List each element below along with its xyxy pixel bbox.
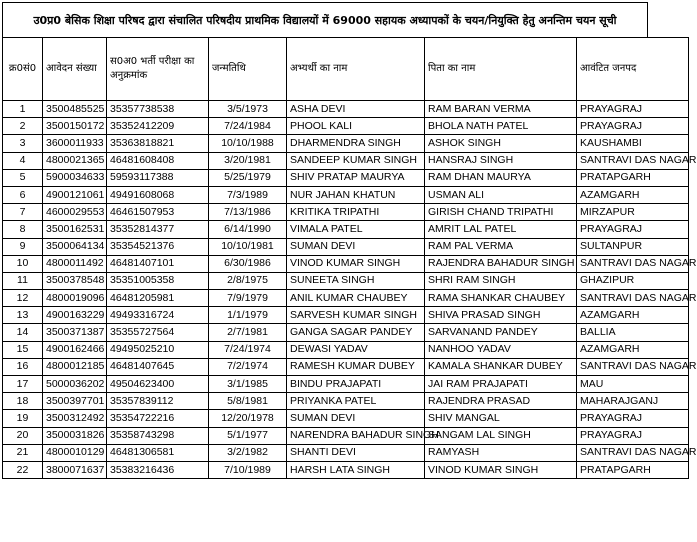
selection-table: [2, 37, 697, 479]
cell-sno: 3: [3, 135, 43, 152]
cell-app-no: 4800012185: [43, 358, 107, 375]
cell-father-name: RAJENDRA PRASAD: [425, 393, 577, 410]
cell-father-name: JAI RAM PRAJAPATI: [425, 376, 577, 393]
cell-app-no: 3500312492: [43, 410, 107, 427]
cell-district: KAUSHAMBI: [577, 135, 689, 152]
cell-sno: 7: [3, 204, 43, 221]
cell-dob: 7/3/1989: [209, 186, 287, 203]
cell-roll-no: 46481407645: [107, 358, 209, 375]
table-row: [3, 290, 689, 307]
cell-district: AZAMGARH: [577, 341, 689, 358]
cell-father-name: VINOD KUMAR SINGH: [425, 461, 577, 478]
cell-app-no: 4900163229: [43, 307, 107, 324]
cell-district: PRAYAGRAJ: [577, 101, 689, 118]
cell-sno: 11: [3, 272, 43, 289]
cell-district: SANTRAVI DAS NAGAR: [577, 358, 689, 375]
cell-app-no: 3500150172: [43, 118, 107, 135]
cell-app-no: 3500371387: [43, 324, 107, 341]
cell-app-no: 4800021365: [43, 152, 107, 169]
table-row: [3, 221, 689, 238]
table-row: [3, 135, 689, 152]
cell-sno: 13: [3, 307, 43, 324]
cell-app-no: 4800011492: [43, 255, 107, 272]
table-row: [3, 186, 689, 203]
cell-sno: 1: [3, 101, 43, 118]
cell-dob: 10/10/1981: [209, 238, 287, 255]
cell-father-name: ASHOK SINGH: [425, 135, 577, 152]
cell-dob: 7/9/1979: [209, 290, 287, 307]
cell-sno: 22: [3, 461, 43, 478]
cell-app-no: 3500397701: [43, 393, 107, 410]
cell-dob: 6/30/1986: [209, 255, 287, 272]
cell-sno: 19: [3, 410, 43, 427]
cell-district: PRATAPGARH: [577, 461, 689, 478]
cell-roll-no: 49504623400: [107, 376, 209, 393]
cell-candidate-name: SANDEEP KUMAR SINGH: [287, 152, 425, 169]
cell-candidate-name: NUR JAHAN KHATUN: [287, 186, 425, 203]
cell-roll-no: 35357839112: [107, 393, 209, 410]
cell-roll-no: 49493316724: [107, 307, 209, 324]
table-body: [3, 101, 697, 479]
cell-app-no: 3500064134: [43, 238, 107, 255]
header-app-no: आवेदन संख्या: [43, 38, 107, 101]
cell-district: PRAYAGRAJ: [577, 427, 689, 444]
cell-father-name: SHIVA PRASAD SINGH: [425, 307, 577, 324]
cell-candidate-name: HARSH LATA SINGH: [287, 461, 425, 478]
cell-app-no: 5000036202: [43, 376, 107, 393]
cell-candidate-name: SARVESH KUMAR SINGH: [287, 307, 425, 324]
cell-dob: 3/5/1973: [209, 101, 287, 118]
cell-roll-no: 46481205981: [107, 290, 209, 307]
cell-district: AZAMGARH: [577, 186, 689, 203]
cell-app-no: 3500378548: [43, 272, 107, 289]
cell-district: AZAMGARH: [577, 307, 689, 324]
cell-district: MAU: [577, 376, 689, 393]
cell-candidate-name: SUMAN DEVI: [287, 410, 425, 427]
cell-roll-no: 35363818821: [107, 135, 209, 152]
cell-sno: 8: [3, 221, 43, 238]
cell-sno: 9: [3, 238, 43, 255]
cell-district: MAHARAJGANJ: [577, 393, 689, 410]
cell-sno: 15: [3, 341, 43, 358]
cell-district: SANTRAVI DAS NAGAR: [577, 255, 689, 272]
cell-district: PRAYAGRAJ: [577, 410, 689, 427]
cell-dob: 7/13/1986: [209, 204, 287, 221]
cell-dob: 2/7/1981: [209, 324, 287, 341]
header-sno: क्र0सं0: [3, 38, 43, 101]
table-row: [3, 118, 689, 135]
cell-roll-no: 46481306581: [107, 444, 209, 461]
cell-district: PRATAPGARH: [577, 169, 689, 186]
cell-sno: 5: [3, 169, 43, 186]
cell-app-no: 3500485525: [43, 101, 107, 118]
header-district: आवंटित जनपद: [577, 38, 689, 101]
cell-candidate-name: KRITIKA TRIPATHI: [287, 204, 425, 221]
cell-dob: 2/8/1975: [209, 272, 287, 289]
cell-district: SANTRAVI DAS NAGAR: [577, 444, 689, 461]
cell-father-name: NANHOO YADAV: [425, 341, 577, 358]
cell-candidate-name: PRIYANKA PATEL: [287, 393, 425, 410]
cell-sno: 14: [3, 324, 43, 341]
table-row: [3, 324, 689, 341]
cell-sno: 21: [3, 444, 43, 461]
cell-father-name: BHOLA NATH PATEL: [425, 118, 577, 135]
cell-roll-no: 35354722216: [107, 410, 209, 427]
cell-candidate-name: NARENDRA BAHADUR SINGH: [287, 427, 425, 444]
header-candidate-name: अभ्यर्थी का नाम: [287, 38, 425, 101]
table-row: [3, 410, 689, 427]
table-row: [3, 393, 689, 410]
cell-candidate-name: VINOD KUMAR SINGH: [287, 255, 425, 272]
cell-father-name: SHIV MANGAL: [425, 410, 577, 427]
cell-dob: 7/2/1974: [209, 358, 287, 375]
cell-roll-no: 35358743298: [107, 427, 209, 444]
cell-candidate-name: BINDU PRAJAPATI: [287, 376, 425, 393]
cell-dob: 12/20/1978: [209, 410, 287, 427]
cell-sno: 10: [3, 255, 43, 272]
cell-roll-no: 49495025210: [107, 341, 209, 358]
cell-district: SANTRAVI DAS NAGAR: [577, 290, 689, 307]
cell-sno: 16: [3, 358, 43, 375]
cell-app-no: 5900034633: [43, 169, 107, 186]
cell-roll-no: 35352412209: [107, 118, 209, 135]
cell-father-name: RAM DHAN MAURYA: [425, 169, 577, 186]
cell-father-name: RAMA SHANKAR CHAUBEY: [425, 290, 577, 307]
table-header-row: [3, 38, 689, 101]
cell-father-name: AMRIT LAL PATEL: [425, 221, 577, 238]
table-row: [3, 376, 689, 393]
cell-roll-no: 35357738538: [107, 101, 209, 118]
cell-father-name: RAMYASH: [425, 444, 577, 461]
table-row: [3, 341, 689, 358]
cell-dob: 3/20/1981: [209, 152, 287, 169]
table-row: [3, 101, 689, 118]
cell-roll-no: 46481407101: [107, 255, 209, 272]
cell-district: PRAYAGRAJ: [577, 118, 689, 135]
cell-dob: 10/10/1988: [209, 135, 287, 152]
table-row: [3, 444, 689, 461]
cell-candidate-name: RAMESH KUMAR DUBEY: [287, 358, 425, 375]
cell-dob: 5/8/1981: [209, 393, 287, 410]
cell-father-name: RAM PAL VERMA: [425, 238, 577, 255]
cell-app-no: 3500162531: [43, 221, 107, 238]
cell-candidate-name: DEWASI YADAV: [287, 341, 425, 358]
cell-candidate-name: ASHA DEVI: [287, 101, 425, 118]
cell-sno: 4: [3, 152, 43, 169]
cell-roll-no: 59593117388: [107, 169, 209, 186]
cell-father-name: KAMALA SHANKAR DUBEY: [425, 358, 577, 375]
cell-roll-no: 35383216436: [107, 461, 209, 478]
cell-dob: 3/1/1985: [209, 376, 287, 393]
cell-roll-no: 46461507953: [107, 204, 209, 221]
table-row: [3, 461, 689, 478]
cell-district: SANTRAVI DAS NAGAR: [577, 152, 689, 169]
table-row: [3, 358, 689, 375]
table-row: [3, 169, 689, 186]
cell-sno: 18: [3, 393, 43, 410]
selection-list-sheet: [2, 2, 697, 479]
cell-app-no: 4600029553: [43, 204, 107, 221]
table-row: [3, 152, 689, 169]
cell-dob: 1/1/1979: [209, 307, 287, 324]
header-roll-no: स0अ0 भर्ती परीक्षा का अनुक्रमांक: [107, 38, 209, 101]
table-row: [3, 255, 689, 272]
cell-roll-no: 35351005358: [107, 272, 209, 289]
cell-candidate-name: DHARMENDRA SINGH: [287, 135, 425, 152]
cell-roll-no: 35355727564: [107, 324, 209, 341]
cell-candidate-name: SHANTI DEVI: [287, 444, 425, 461]
cell-father-name: HANSRAJ SINGH: [425, 152, 577, 169]
cell-district: SULTANPUR: [577, 238, 689, 255]
cell-roll-no: 49491608068: [107, 186, 209, 203]
cell-dob: 7/24/1984: [209, 118, 287, 135]
cell-district: MIRZAPUR: [577, 204, 689, 221]
cell-father-name: USMAN ALI: [425, 186, 577, 203]
cell-candidate-name: ANIL KUMAR CHAUBEY: [287, 290, 425, 307]
header-father-name: पिता का नाम: [425, 38, 577, 101]
cell-candidate-name: SHIV PRATAP MAURYA: [287, 169, 425, 186]
table-row: [3, 204, 689, 221]
cell-father-name: SANGAM LAL SINGH: [425, 427, 577, 444]
cell-dob: 7/10/1989: [209, 461, 287, 478]
cell-candidate-name: VIMALA PATEL: [287, 221, 425, 238]
table-row: [3, 307, 689, 324]
cell-app-no: 3500031826: [43, 427, 107, 444]
cell-district: PRAYAGRAJ: [577, 221, 689, 238]
cell-app-no: 4800019096: [43, 290, 107, 307]
cell-candidate-name: SUMAN DEVI: [287, 238, 425, 255]
cell-dob: 5/1/1977: [209, 427, 287, 444]
cell-roll-no: 35354521376: [107, 238, 209, 255]
cell-app-no: 3600011933: [43, 135, 107, 152]
header-dob: जन्मतिथि: [209, 38, 287, 101]
table-row: [3, 427, 689, 444]
cell-dob: 7/24/1974: [209, 341, 287, 358]
cell-candidate-name: PHOOL KALI: [287, 118, 425, 135]
cell-roll-no: 35352814377: [107, 221, 209, 238]
table-row: [3, 272, 689, 289]
cell-app-no: 4900162466: [43, 341, 107, 358]
cell-father-name: SARVANAND PANDEY: [425, 324, 577, 341]
cell-candidate-name: SUNEETA SINGH: [287, 272, 425, 289]
table-row: [3, 238, 689, 255]
cell-sno: 17: [3, 376, 43, 393]
cell-dob: 6/14/1990: [209, 221, 287, 238]
cell-district: GHAZIPUR: [577, 272, 689, 289]
cell-dob: 3/2/1982: [209, 444, 287, 461]
cell-father-name: GIRISH CHAND TRIPATHI: [425, 204, 577, 221]
cell-dob: 5/25/1979: [209, 169, 287, 186]
cell-sno: 20: [3, 427, 43, 444]
cell-app-no: 3800071637: [43, 461, 107, 478]
cell-app-no: 4800010129: [43, 444, 107, 461]
cell-sno: 6: [3, 186, 43, 203]
cell-app-no: 4900121061: [43, 186, 107, 203]
cell-roll-no: 46481608408: [107, 152, 209, 169]
document-title: उ0प्र0 बेसिक शिक्षा परिषद द्वारा संचालित परिषदीय प्राथमिक विद्यालयों में 69000 सहायक अध्यापकों के चयन/नियुक्ति हेतु अनन्तिम चयन सूची: [2, 2, 648, 37]
cell-father-name: RAJENDRA BAHADUR SINGH: [425, 255, 577, 272]
cell-father-name: RAM BARAN VERMA: [425, 101, 577, 118]
cell-sno: 2: [3, 118, 43, 135]
cell-father-name: SHRI RAM SINGH: [425, 272, 577, 289]
cell-sno: 12: [3, 290, 43, 307]
cell-district: BALLIA: [577, 324, 689, 341]
cell-candidate-name: GANGA SAGAR PANDEY: [287, 324, 425, 341]
